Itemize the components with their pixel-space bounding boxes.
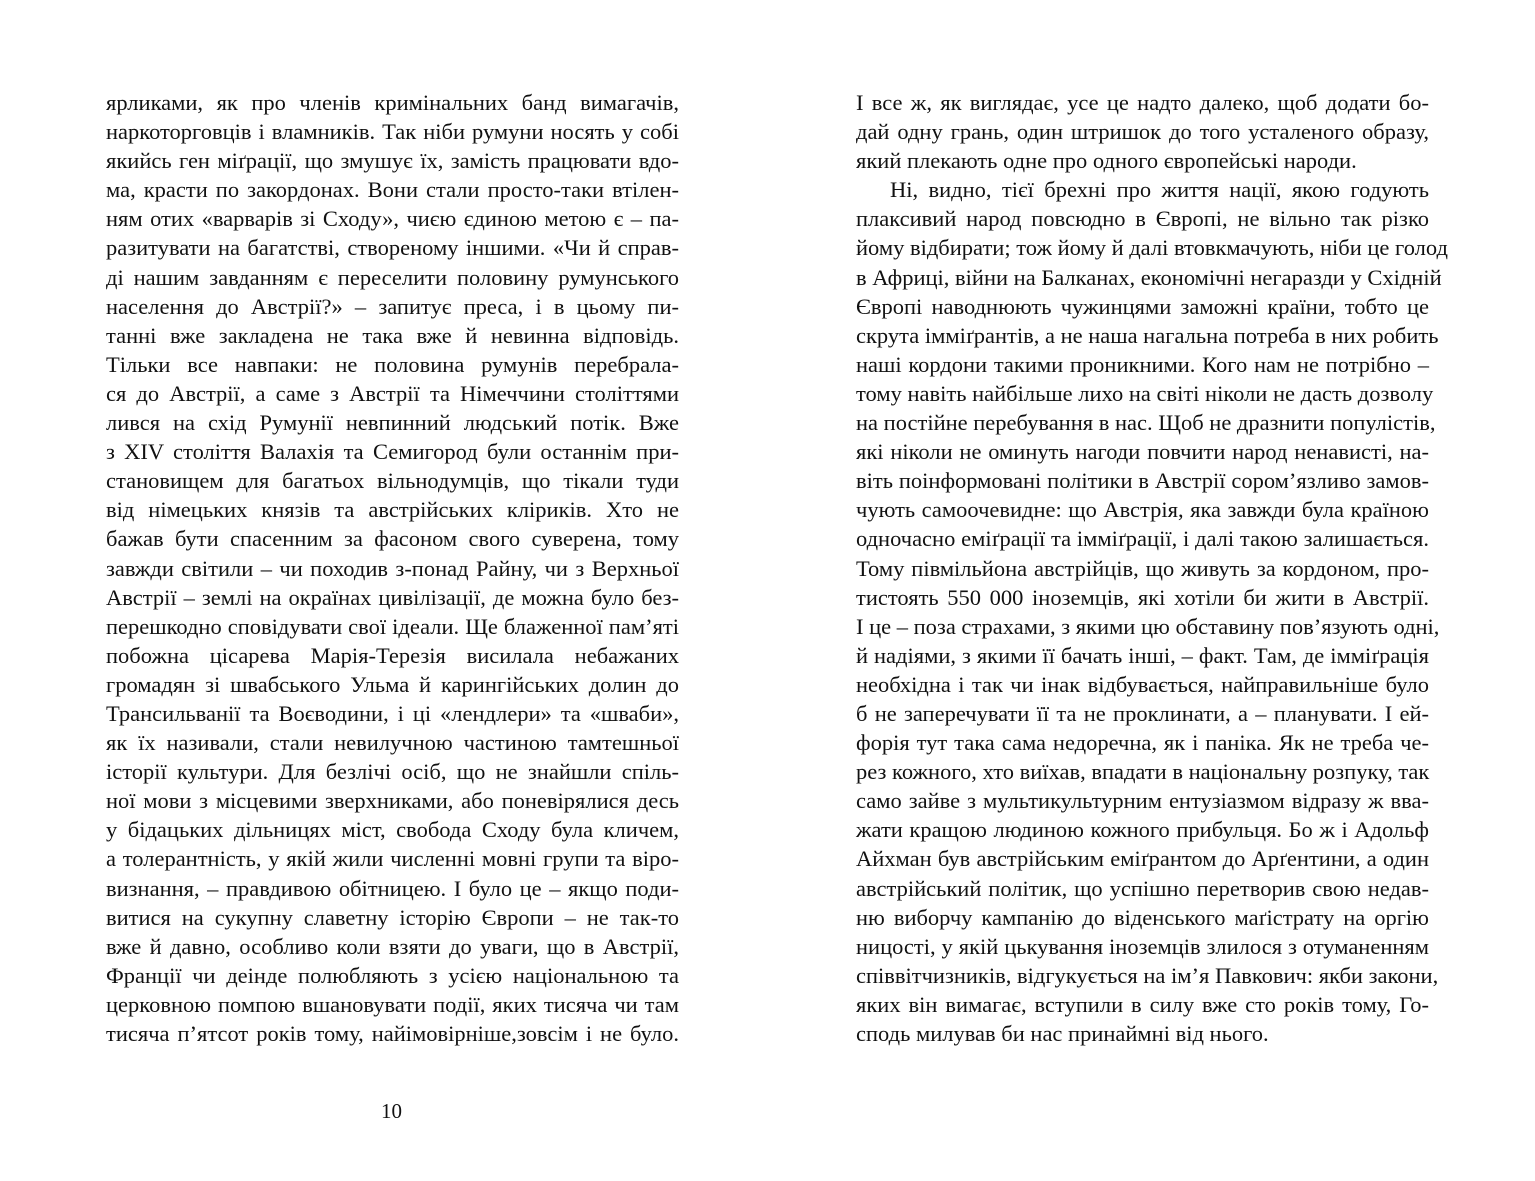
left-text-column xyxy=(106,88,679,1048)
text-line: становищем для багатьох вільнодумців, що тікали туди xyxy=(106,468,679,494)
text-line: співвітчизників, відгукується на ім’я Павкович: якби закони, xyxy=(856,962,1439,988)
text-line: завжди світили – чи походив з-понад Райну, чи з Верхньої xyxy=(106,555,679,581)
text-line: рез кожного, хто виїхав, впадати в національну розпуку, так xyxy=(856,759,1430,785)
text-line: від німецьких князів та австрійських кліриків. Хто не xyxy=(106,497,679,523)
text-line: бажав бути спасенним за фасоном свого суверена, тому xyxy=(106,526,679,552)
text-line: населення до Австрії?» – запитує преса, і в цьому пи- xyxy=(106,293,679,319)
text-line: Франції чи деінде полюбляють з усією національною та xyxy=(106,962,679,988)
text-line: церковною помпою вшановувати події, яких тисяча чи там xyxy=(106,991,679,1017)
text-line: які ніколи не оминуть нагоди повчити народ ненависті, на- xyxy=(856,439,1429,465)
right-page xyxy=(767,0,1535,1181)
text-line: ням отих «варварів зі Сходу», чиєю єдиною метою є – па- xyxy=(106,206,679,232)
text-line: історії культури. Для безлічі осіб, що не знайшли спіль- xyxy=(106,759,679,785)
text-line: ся до Австрії, а саме з Австрії та Німеччини століттями xyxy=(106,380,679,406)
paragraph-first-line: Ні, видно, тієї брехні про життя нації, якою годують xyxy=(890,177,1429,203)
text-line: у бідацьких дільницях міст, свобода Сходу була кличем, xyxy=(106,817,679,843)
text-line: наші кордони такими проникними. Кого нам не потрібно – xyxy=(856,351,1429,377)
text-line: в Африці, війни на Балканах, економічні негаразди у Східній xyxy=(856,264,1442,290)
text-line: лився на схід Румунії невпинний людський потік. Вже xyxy=(106,410,679,436)
text-line: тисяча п’ятсот років тому, найімовірніше,зовсім і не було. xyxy=(106,1021,679,1046)
right-text-column xyxy=(856,88,1448,1048)
paragraph-end-line: сподь милував би нас принаймні від нього. xyxy=(856,1021,1269,1046)
text-line: плаксивий народ повсюдно в Європі, не вільно так різко xyxy=(856,206,1429,232)
text-line: дай одну грань, один штришок до того усталеного образу, xyxy=(856,119,1429,145)
text-line: разитувати на багатстві, створеному іншими. «Чи й справ- xyxy=(106,235,679,261)
text-line: вже й давно, особливо коли взяти до уваги, що в Австрії, xyxy=(106,933,679,959)
text-line: яких він вимагає, вступили в силу вже сто років тому, Го- xyxy=(856,991,1429,1017)
text-line: жати кращою людиною кожного прибульця. Бо ж і Адольф xyxy=(856,817,1429,843)
text-line: на постійне перебування в нас. Щоб не дразнити популістів, xyxy=(856,410,1436,436)
text-line: ної мови з місцевими зверхниками, або поневірялися десь xyxy=(106,788,679,814)
paragraph-end-line: який плекають одне про одного європейські народи. xyxy=(856,148,1357,174)
text-line: чують самоочевидне: що Австрія, яка завжди була країною xyxy=(856,497,1429,523)
text-line: одночасно еміґрації та імміґрації, і далі такою залишається. xyxy=(856,526,1429,552)
text-line: ницості, у якій цькування іноземців злилося з отуманенням xyxy=(856,933,1429,959)
text-line: б не заперечувати її та не проклинати, а – планувати. І ей- xyxy=(856,700,1429,726)
text-line: Тому півмільйона австрійців, що живуть за кордоном, про- xyxy=(856,555,1429,581)
text-line: І це – поза страхами, з якими цю обставину пов’язують одні, xyxy=(856,613,1440,639)
text-line: тому навіть найбільше лихо на світі ніколи не дасть дозволу xyxy=(856,380,1434,406)
text-line: ню виборчу кампанію до віденського маґістрату на оргію xyxy=(856,904,1429,930)
text-line: ярликами, як про членів кримінальних банд вимагачів, xyxy=(106,90,679,115)
text-line: визнання, – правдивою обітницею. І було це – якщо поди- xyxy=(106,875,679,901)
left-page xyxy=(0,0,767,1181)
text-line: побожна цісарева Марія-Терезія висилала небажаних xyxy=(106,642,679,668)
text-line: І все ж, як виглядає, усе це надто далеко, щоб додати бо- xyxy=(856,90,1429,115)
text-line: Трансильванії та Воєводини, і ці «лендлери» та «шваби», xyxy=(106,700,679,726)
text-line: як їх називали, стали невилучною частиною тамтешньої xyxy=(106,730,679,756)
page-number: 10 xyxy=(381,1099,402,1123)
text-line: ді нашим завданням є переселити половину румунського xyxy=(106,264,679,290)
text-line: тистоять 550 000 іноземців, які хотіли би жити в Австрії. xyxy=(856,584,1429,610)
text-line: йому відбирати; тож йому й далі втовкмачують, ніби це голод xyxy=(856,235,1448,261)
text-line: громадян зі швабського Ульма й карингійських долин до xyxy=(106,671,679,697)
text-line: Європі наводнюють чужинцями заможні країни, тобто це xyxy=(856,293,1429,319)
text-line: австрійський політик, що успішно перетворив свою недав- xyxy=(856,875,1429,901)
text-line: скрута імміґрантів, а не наша нагальна потреба в них робить xyxy=(856,322,1439,348)
text-line: танні вже закладена не така вже й невинна відповідь. xyxy=(106,322,679,348)
text-line: Австрії – землі на окраїнах цивілізації, де можна було без- xyxy=(106,584,679,610)
text-line: а толерантність, у якій жили численні мовні групи та віро- xyxy=(106,846,679,872)
text-line: ма, красти по закордонах. Вони стали просто-таки втілен- xyxy=(106,177,679,203)
text-line: наркоторговців і вламників. Так ніби румуни носять у собі xyxy=(106,119,679,145)
text-line: форія тут така сама недоречна, як і паніка. Як не треба че- xyxy=(856,730,1429,756)
text-line: й надіями, з якими її бачать інші, – факт. Там, де імміґрація xyxy=(856,642,1429,668)
text-line: Айхман був австрійським еміґрантом до Арґентини, а один xyxy=(856,846,1429,872)
text-line: з XIV століття Валахія та Семигород були останнім при- xyxy=(106,439,679,465)
text-line: необхідна і так чи інак відбувається, найправильніше було xyxy=(856,671,1429,697)
text-line: перешкодно сповідувати свої ідеали. Ще блаженної пам’яті xyxy=(106,613,679,639)
text-line: витися на сукупну славетну історію Європи – не так-то xyxy=(106,904,679,930)
text-line: Тільки все навпаки: не половина румунів перебрала- xyxy=(106,351,679,377)
text-line: віть поінформовані політики в Австрії сором’язливо замов- xyxy=(856,468,1429,494)
text-line: само зайве з мультикультурним ентузіазмом відразу ж вва- xyxy=(856,788,1429,814)
text-line: якийсь ген міґрації, що змушує їх, замість працювати вдо- xyxy=(106,148,679,174)
